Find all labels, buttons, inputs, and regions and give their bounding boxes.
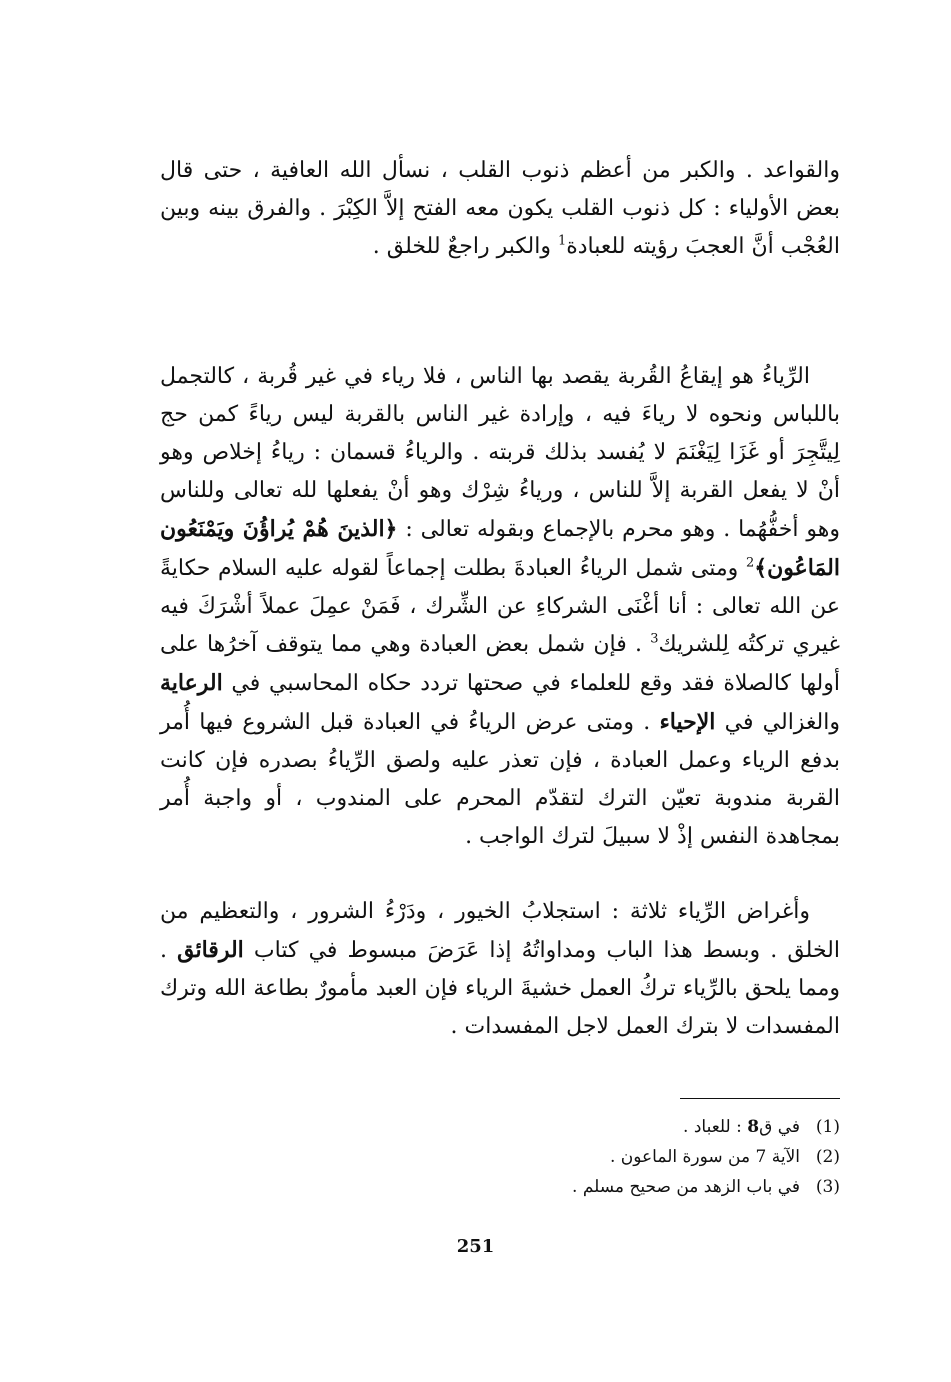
paragraph-3-text-b: . ومما يلحق بالرِّياء تركُ العمل خشيةَ الرياء فإن العبد مأمورٌ بطاعة الله وترك المفسدات لا بترك العمل لاجل المفسدات . (160, 938, 840, 1039)
book-title-ihya: الإحياء (659, 709, 716, 735)
footnote-number: (2) (815, 1147, 840, 1167)
paragraph-2-text-c: . فإن شمل بعض العبادة وهي مما يتوقف آخرُها على أولها كالصلاة فقد وقع للعلماء في صحتها تردد حكاه المحاسبي في (160, 632, 840, 696)
book-title-riaya: الرعاية (160, 670, 223, 696)
paragraph-1 (160, 152, 840, 266)
paragraph-2-text-b: ومتى شمل الرياءُ العبادةَ بطلت إجماعاً لقوله عليه السلام حكايةً عن الله تعالى : أنا أغْنَى الشركاءِ عن الشِّرك ، فَمَنْ عمِلَ عملاً أشْرَكَ فيه غيري تركتُه لِلشريك (160, 556, 840, 657)
footnote-3-text: في باب الزهد من صحيح مسلم . (572, 1177, 800, 1197)
footnote-number: (3) (815, 1177, 840, 1197)
paragraph-3-text-a: وأغراض الرِّياء ثلاثة : استجلابُ الخيور ، ودَرْءُ الشرور ، والتعظيم من الخلق . وبسط هذا الباب ومداواتُهُ إذا عَرَضَ مبسوط في كتاب (160, 899, 840, 963)
footnote-divider (680, 1098, 840, 1099)
book-title-raqaiq: الرقائق (177, 937, 244, 963)
footnote-ref-2: 2 (745, 555, 755, 571)
paragraph-1-text-a: والقواعد . والكبر من أعظم ذنوب القلب ، نسأل الله العافية ، حتى قال بعض الأولياء : كل ذنوب القلب يكون معه الفتح إلاَّ الكِبْرَ . والفرق بينه وبين العُجْب أنَّ العجبَ رؤيته للعبادة (160, 158, 840, 259)
footnote-ref-3: 3 (650, 631, 659, 647)
footnote-3 (300, 1172, 840, 1202)
paragraph-2 (160, 358, 840, 856)
footnote-2-text: الآية 7 من سورة الماعون . (609, 1147, 800, 1167)
paragraph-2-text-a: الرِّياءُ هو إيقاعُ القُربة يقصد بها الناس ، فلا رياء في غير قُربة ، كالتجمل باللباس ونحوه لا رياءَ فيه ، وإرادة غير الناس بالقربة ليس رياءً كمن حج لِيتَّجِرَ أو غَزَا لِيَغْنَمَ لا يُفسد بذلك قربته . والرياءُ قسمان : رياءُ إخلاص وهو أنْ لا يفعل القربة إلاَّ للناس ، ورياءُ شِرْك وهو أنْ يفعلها لله تعالى وللناس وهو أخفُّهُما . وهو محرم بالإجماع وبقوله تعالى : (160, 364, 840, 542)
page-number: 251 (456, 1236, 495, 1257)
footnote-1 (300, 1112, 840, 1142)
footnote-1-ref: 8 (747, 1117, 760, 1137)
footnote-1-text-b: : للعباد . (683, 1117, 748, 1137)
paragraph-1-text-b: والكبر راجعٌ للخلق . (372, 234, 558, 259)
footnote-ref-1: 1 (557, 233, 567, 249)
paragraph-2-text-d: والغزالي في (715, 710, 840, 735)
quran-verse: ﴿الذينَ هُمْ يُراؤُنَ ويَمْنَعُون المَاعُون﴾ (160, 516, 840, 581)
footnote-1-text-a: في ق (759, 1117, 800, 1137)
footnotes (300, 1112, 840, 1202)
footnote-1-content (683, 1112, 800, 1142)
paragraph-2-text-e: . ومتى عرض الرياءُ في العبادة قبل الشروع فيها أُمر بدفع الرياء وعمل العبادة ، فإن تعذر عليه ولصق الرِّياءُ بصدره فإن كانت القربة مندوبة تعيّن الترك لتقدّم المحرم على المندوب ، أو واجبة أُمر بمجاهدة النفس إذْ لا سبيلَ لترك الواجب . (160, 710, 840, 849)
footnote-2 (300, 1142, 840, 1172)
footnote-number: (1) (815, 1117, 840, 1137)
paragraph-3 (160, 893, 840, 1046)
